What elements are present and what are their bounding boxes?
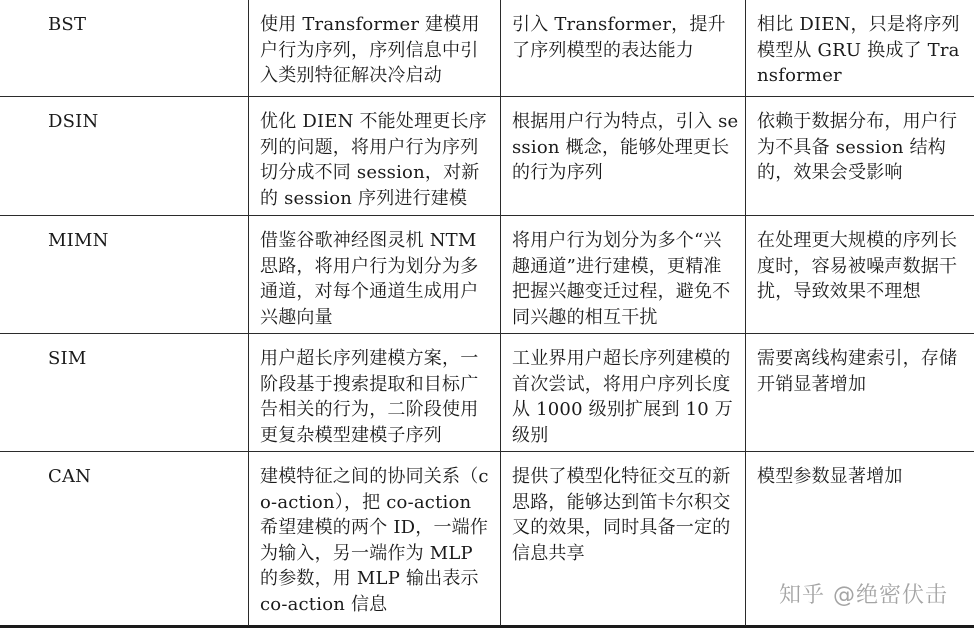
table-row xyxy=(0,216,974,334)
table-row xyxy=(0,97,974,216)
description-cell: 优化 DIEN 不能处理更长序列的问题，将用户行为序列切分成不同 session，对新的 session 序列进行建模 xyxy=(260,111,487,209)
description-cell: 用户超长序列建模方案，一阶段基于搜索提取和目标广告相关的行为，二阶段使用更复杂模型建模子序列 xyxy=(260,348,479,446)
limitation-cell: 依赖于数据分布，用户行为不具备 session 结构的，效果会受影响 xyxy=(757,111,958,183)
advantage-cell: 引入 Transformer，提升了序列模型的表达能力 xyxy=(512,14,726,61)
watermark: 知乎 @绝密伏击 xyxy=(779,583,948,608)
model-name-cell: SIM xyxy=(48,348,87,369)
limitation-cell: 在处理更大规模的序列长度时，容易被噪声数据干扰，导致效果不理想 xyxy=(757,230,958,302)
table-row xyxy=(0,0,974,97)
description-cell: 借鉴谷歌神经图灵机 NTM 思路，将用户行为划分为多通道，对每个通道生成用户兴趣向量 xyxy=(260,230,479,328)
limitation-cell: 需要离线构建索引，存储开销显著增加 xyxy=(757,348,958,395)
table-row xyxy=(0,334,974,452)
limitation-cell: 模型参数显著增加 xyxy=(757,466,903,487)
model-name-cell: BST xyxy=(48,14,87,35)
advantage-cell: 将用户行为划分为多个“兴趣通道”进行建模，更精准把握兴趣变迁过程，避免不同兴趣的相互干扰 xyxy=(512,230,731,328)
advantage-cell: 根据用户行为特点，引入 session 概念，能够处理更长的行为序列 xyxy=(512,111,739,183)
advantage-cell: 工业界用户超长序列建模的首次尝试，将用户序列长度从 1000 级别扩展到 10 万级别 xyxy=(512,348,733,446)
model-name-cell: MIMN xyxy=(48,230,109,251)
column-divider xyxy=(745,0,746,626)
model-name-cell: DSIN xyxy=(48,111,99,132)
description-cell: 建模特征之间的协同关系（co-action），把 co-action 希望建模的两个 ID，一端作为输入，另一端作为 MLP 的参数，用 MLP 输出表示 co-action 信息 xyxy=(260,466,489,615)
description-cell: 使用 Transformer 建模用户行为序列，序列信息中引入类别特征解决冷启动 xyxy=(260,14,480,86)
column-divider xyxy=(248,0,249,626)
column-divider xyxy=(500,0,501,626)
advantage-cell: 提供了模型化特征交互的新思路，能够达到笛卡尔积交叉的效果，同时具备一定的信息共享 xyxy=(512,466,731,564)
model-name-cell: CAN xyxy=(48,466,92,487)
limitation-cell: 相比 DIEN，只是将序列模型从 GRU 换成了 Transformer xyxy=(757,14,960,86)
